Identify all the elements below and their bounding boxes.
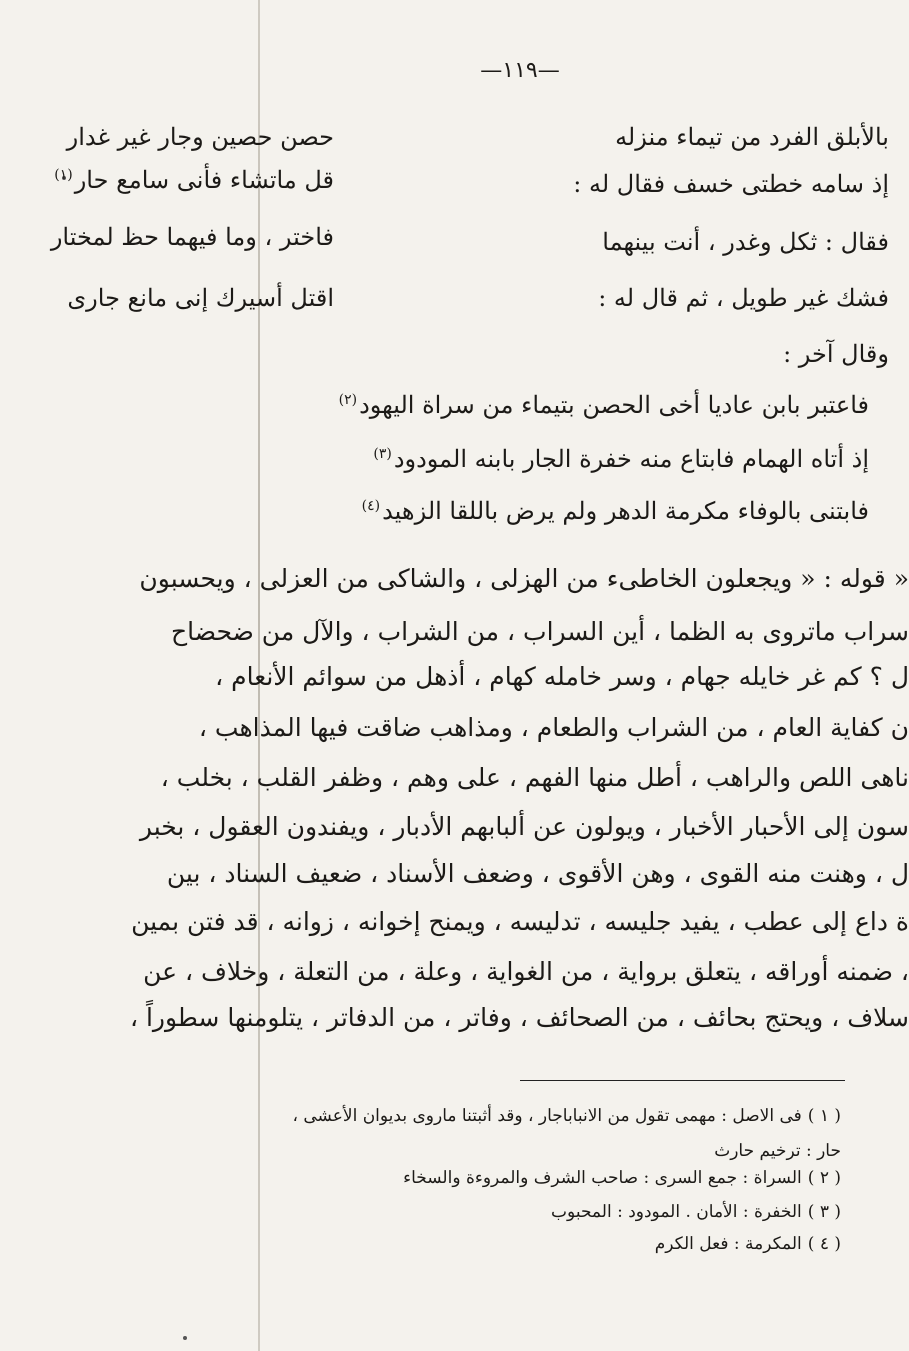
prose-line: « قوله : « ويجعلون الخاطىء من الهزلى ، والشاكى من العزلى ، ويحسبون bbox=[139, 564, 909, 593]
footnote-divider bbox=[520, 1080, 845, 1081]
verse-left bbox=[52, 168, 334, 192]
verse-right: بالأبلق الفرد من تيماء منزله bbox=[615, 123, 889, 151]
verse-text: إذ أتاه الهمام فابتاع منه خفرة الجار بابنه المودود bbox=[393, 445, 869, 473]
prose-line: سلاف ، ويحتج بحائف ، من الصحائف ، وفاتر ، من الدفاتر ، يتلومنها سطوراً ، bbox=[129, 1003, 909, 1032]
footnote-number: ( ١ ) bbox=[807, 1106, 841, 1126]
verse-line bbox=[371, 447, 869, 471]
footnote bbox=[293, 1108, 842, 1125]
verse-right: فشك غير طويل ، ثم قال له : bbox=[598, 284, 889, 312]
prose-block bbox=[129, 560, 909, 1040]
prose-line: ل ، وهنت منه القوى ، وهن الأقوى ، وضعف الأسناد ، ضعيف السناد ، بين bbox=[166, 859, 909, 888]
footnote-text: المكرمة : فعل الكرم bbox=[654, 1234, 802, 1254]
footnote bbox=[551, 1204, 841, 1221]
prose-line: ن كفاية العام ، من الشراب والطعام ، ومذاهب ضاقت فيها المذاهب ، bbox=[198, 713, 909, 742]
footnote-ref: (٣) bbox=[373, 446, 392, 462]
prose-line: سراب ماتروى به الظما ، أين السراب ، من الشراب ، والآل من ضحضاح bbox=[171, 617, 909, 646]
verse-left: حصن حصين وجار غير غدار bbox=[66, 123, 334, 151]
verse-left: اقتل أسيرك إنى مانع جارى bbox=[67, 284, 334, 312]
verse-text: فاعتبر بابن عاديا أخى الحصن بتيماء من سراة اليهود bbox=[359, 391, 869, 419]
verse-line bbox=[360, 499, 869, 523]
scan-speck bbox=[183, 1336, 187, 1340]
prose-line: ل ؟ كم غر خايله جهام ، وسر خامله كهام ، أذهل من سوائم الأنعام ، bbox=[215, 662, 909, 691]
footnote-text: السراة : جمع السرى : صاحب الشرف والمروءة والسخاء bbox=[403, 1168, 802, 1188]
verse-line bbox=[337, 393, 869, 417]
prose-line: ة داع إلى عطب ، يفيد جليسه ، تدليسه ، ويمنح إخوانه ، زوانه ، قد فتن بمين bbox=[131, 907, 909, 936]
verse-text: فابتنى بالوفاء مكرمة الدهر ولم يرض باللقا الزهيد bbox=[382, 497, 869, 525]
footnote-ref: (٤) bbox=[361, 498, 381, 514]
footnote-text: حار : ترخيم حارث bbox=[714, 1141, 841, 1161]
intro-line: وقال آخر : bbox=[783, 340, 889, 368]
footnote-text: فى الاصل : مهمى تقول من الانباباجار ، وقد أثبتنا ماروى بديوان الأعشى ، bbox=[292, 1106, 802, 1126]
verse-right: فقال : ثكل وغدر ، أنت بينهما bbox=[602, 228, 889, 256]
prose-line: سون إلى الأحبار الأخبار ، ويولون عن ألبابهم الأدبار ، ويفندون العقول ، بخبر bbox=[139, 812, 909, 841]
footnote-ref: (٢) bbox=[338, 392, 358, 408]
prose-line: ناهى اللص والراهب ، أطل منها الفهم ، على وهم ، وظفر القلب ، بخلب ، bbox=[160, 763, 909, 792]
footnote bbox=[714, 1143, 841, 1160]
footnote bbox=[403, 1170, 841, 1187]
footnote-ref: (١) bbox=[54, 167, 73, 183]
footnote-number: ( ٣ ) bbox=[807, 1202, 841, 1222]
footnote-number: ( ٤ ) bbox=[807, 1234, 841, 1254]
verse-right: إذ سامه خطتى خسف فقال له : bbox=[573, 170, 889, 198]
footnote bbox=[655, 1236, 841, 1253]
prose-line: ، ضمنه أوراقه ، يتعلق برواية ، من الغواية ، وعلة ، من التعلة ، وخلاف ، عن bbox=[143, 957, 909, 986]
footnote-text: الخفرة : الأمان . المودود : المحبوب bbox=[551, 1202, 802, 1222]
footnote-number: ( ٢ ) bbox=[807, 1168, 841, 1188]
verse-left-text: قل ماتشاء فأنى سامع حار bbox=[74, 166, 334, 194]
page-number: —١١٩— bbox=[480, 58, 560, 83]
verse-left: فاختر ، وما فيهما حظ لمختار bbox=[50, 223, 334, 251]
